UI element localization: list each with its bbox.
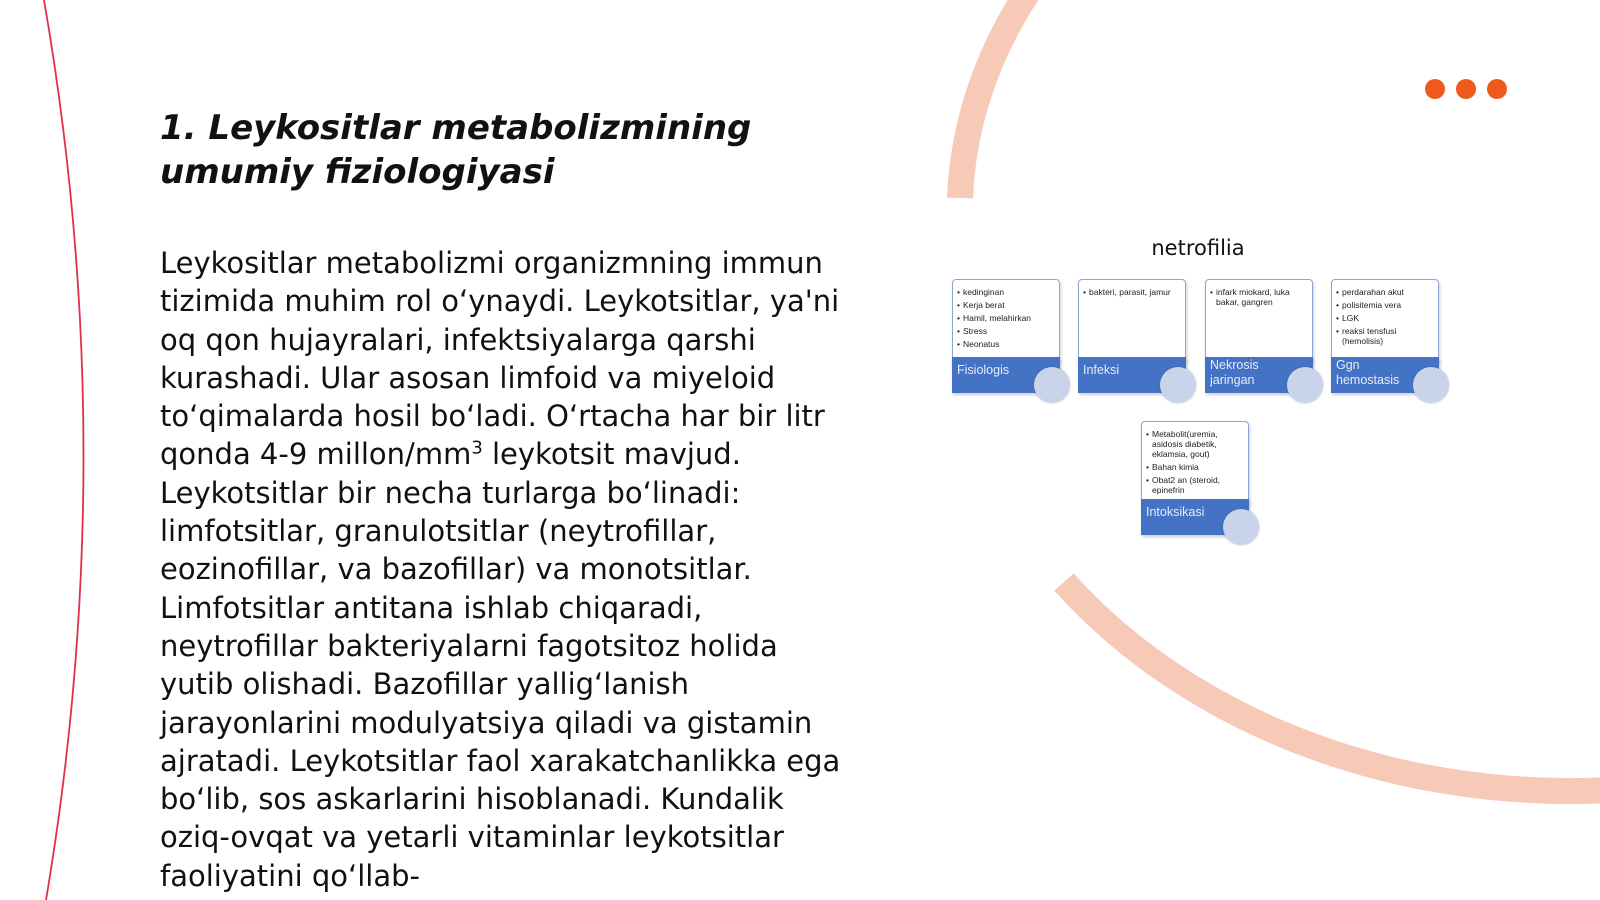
card-list-box [1078, 279, 1186, 365]
card-circle [1287, 367, 1323, 403]
card-bullet-item: • Obat2 an (steroid, epinefrin [1146, 475, 1244, 495]
upper-peach-arc [960, 0, 1028, 198]
card-list-box [952, 279, 1060, 365]
superscript-three: 3 [471, 437, 483, 459]
card-label: Nekrosis jaringan [1210, 358, 1259, 387]
diagram-title: netrofilia [1151, 236, 1245, 260]
lower-peach-arc [1064, 582, 1600, 791]
card-item-list [1336, 287, 1434, 346]
card-bullet-item: • Metabolit(uremia, asidosis diabetik, eklamsia, gout) [1146, 429, 1244, 459]
card-bullet-item: • kedinginan [957, 287, 1055, 297]
card-bullet-item: • Neonatus [957, 339, 1055, 349]
more-dots-icon [1425, 79, 1507, 99]
card-bullet-item: • polisitemia vera [1336, 300, 1434, 310]
orange-dot [1425, 79, 1445, 99]
card-item-list [1083, 287, 1181, 297]
card-list-box [1331, 279, 1439, 365]
card-label: Intoksikasi [1146, 505, 1205, 519]
card-item-list [1210, 287, 1308, 307]
diagram-card-ggn-hemostasis [1331, 279, 1439, 394]
card-item-list [957, 287, 1055, 349]
slide-title: 1. Leykositlar metabolizmining umumiy fiziologiyasi [160, 108, 752, 192]
card-list-box [1205, 279, 1313, 365]
orange-dot [1456, 79, 1476, 99]
diagram-card-fisiologis [952, 279, 1060, 394]
card-bullet-item: • LGK [1336, 313, 1434, 323]
card-bullet-item: • Stress [957, 326, 1055, 336]
card-circle [1160, 367, 1196, 403]
slide-body-text: Leykositlar metabolizmi organizmning immun tizimida muhim rol o‘ynaydi. Leykotsitlar, ya'ni oq qon hujayralari, infektsiyalarga qarshi kurashadi. Ular asosan limfoid va miyeloid to‘qimalarda hosil bo‘ladi. O‘rtacha har bir litr qonda 4-9 millon/$mm^3$ leykotsit mavjud. Leykotsitlar bir necha turlarga bo‘linadi: limfotsitlar, granulotsitlar (neytrofillar, eozinofillar, va bazofillar) va monotsitlar. Limfotsitlar antitana ishlab chiqaradi, neytrofillar bakteriyalarni fagotsitoz holida yutib olishadi. Bazofillar yallig‘lanish jarayonlarini modulyatsiya qiladi va gistamin ajratadi. Leykotsitlar faol xarakatchanlikka ega bo‘lib, sos askarlarini hisoblanadi. Kundalik oziq-ovqat va yetarli vitaminlar leykotsitlar faoliyatini qo‘llab- [160, 246, 841, 893]
card-label: Fisiologis [957, 363, 1010, 377]
orange-dot [1487, 79, 1507, 99]
card-item-list [1146, 429, 1244, 495]
left-red-curve [44, 0, 84, 900]
diagram-card-intoksikasi [1141, 421, 1249, 536]
card-label: Infeksi [1083, 363, 1120, 377]
card-circle [1413, 367, 1449, 403]
diagram-card-nekrosis-jaringan [1205, 279, 1313, 394]
card-bullet-item: • reaksi tensfusi (hemolisis) [1336, 326, 1434, 346]
card-circle [1034, 367, 1070, 403]
card-bullet-item: • infark miokard, luka bakar, gangren [1210, 287, 1308, 307]
card-label: Ggn hemostasis [1336, 358, 1400, 387]
card-bullet-item: • perdarahan akut [1336, 287, 1434, 297]
card-bullet-item: • Bahan kimia [1146, 462, 1244, 472]
card-bullet-item: • Kerja berat [957, 300, 1055, 310]
card-bullet-item: • bakteri, parasit, jamur [1083, 287, 1181, 297]
card-list-box [1141, 421, 1249, 507]
diagram-card-infeksi [1078, 279, 1186, 394]
card-circle [1223, 509, 1259, 545]
card-bullet-item: • Hamil, melahirkan [957, 313, 1055, 323]
